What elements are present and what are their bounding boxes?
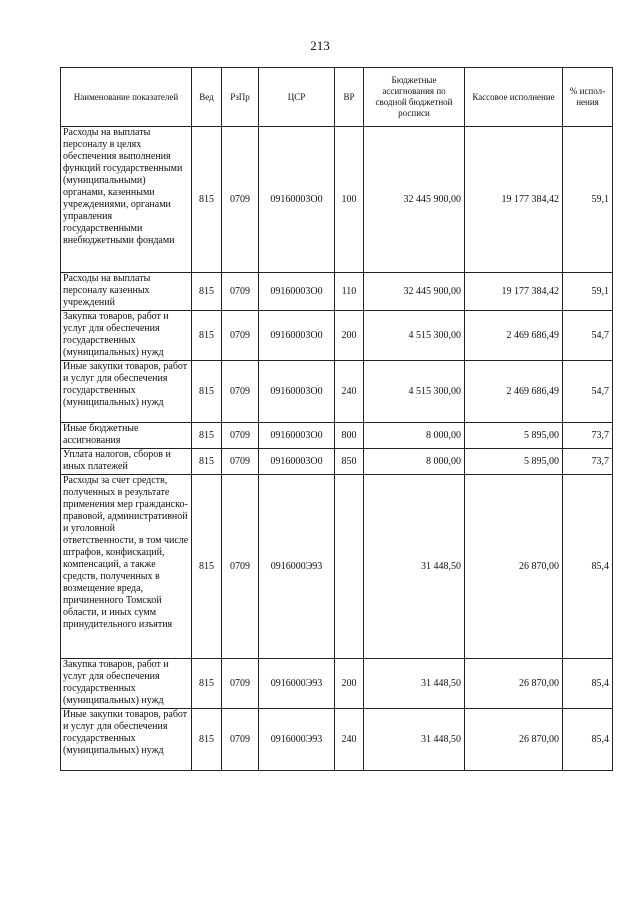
header-percent: % испол-нения xyxy=(563,68,613,127)
row-cash: 19 177 384,42 xyxy=(465,127,563,273)
row-name: Иные бюджетные ассигнования xyxy=(61,423,192,449)
table-header-row xyxy=(61,68,613,127)
budget-table xyxy=(60,67,613,771)
row-ved: 815 xyxy=(192,449,222,475)
row-budget: 8 000,00 xyxy=(364,449,465,475)
row-rzpr: 0709 xyxy=(222,127,259,273)
row-percent: 85,4 xyxy=(563,475,613,659)
row-rzpr: 0709 xyxy=(222,709,259,771)
row-name: Расходы за счет средств, полученных в результате применения мер гражданско-правовой, административной и уголовной ответственности, в том числе штрафов, конфискаций, компенсаций, а также средств, полученных в возмещение вреда, причиненного Томской области, и иных сумм принудительного изъятия xyxy=(61,475,192,659)
row-ved: 815 xyxy=(192,423,222,449)
row-name: Иные закупки товаров, работ и услуг для обеспечения государственных (муниципальных) нужд xyxy=(61,709,192,771)
row-csr: 0916000Э93 xyxy=(259,659,335,709)
row-rzpr: 0709 xyxy=(222,659,259,709)
row-percent: 73,7 xyxy=(563,449,613,475)
row-rzpr: 0709 xyxy=(222,423,259,449)
row-percent: 85,4 xyxy=(563,709,613,771)
row-percent: 59,1 xyxy=(563,273,613,311)
table-row xyxy=(61,311,613,361)
row-percent: 54,7 xyxy=(563,361,613,423)
row-csr: 09160003О0 xyxy=(259,127,335,273)
header-rzpr: РзПр xyxy=(222,68,259,127)
row-ved: 815 xyxy=(192,311,222,361)
row-cash: 5 895,00 xyxy=(465,449,563,475)
row-percent: 73,7 xyxy=(563,423,613,449)
row-cash: 2 469 686,49 xyxy=(465,361,563,423)
row-name: Закупка товаров, работ и услуг для обеспечения государственных (муниципальных) нужд xyxy=(61,659,192,709)
row-name: Закупка товаров, работ и услуг для обеспечения государственных (муниципальных) нужд xyxy=(61,311,192,361)
table-row xyxy=(61,659,613,709)
header-budget: Бюджетные ассигнования по сводной бюджетной росписи xyxy=(364,68,465,127)
row-cash: 26 870,00 xyxy=(465,659,563,709)
table-row xyxy=(61,709,613,771)
row-vr: 200 xyxy=(335,659,364,709)
table-row xyxy=(61,273,613,311)
row-csr: 0916000Э93 xyxy=(259,475,335,659)
row-percent: 59,1 xyxy=(563,127,613,273)
header-ved: Вед xyxy=(192,68,222,127)
row-budget: 4 515 300,00 xyxy=(364,361,465,423)
row-ved: 815 xyxy=(192,709,222,771)
page-number: 213 xyxy=(310,38,330,53)
header-vr: ВР xyxy=(335,68,364,127)
row-percent: 54,7 xyxy=(563,311,613,361)
row-csr: 09160003О0 xyxy=(259,423,335,449)
row-rzpr: 0709 xyxy=(222,311,259,361)
table-row xyxy=(61,361,613,423)
table-row xyxy=(61,449,613,475)
row-rzpr: 0709 xyxy=(222,475,259,659)
row-rzpr: 0709 xyxy=(222,273,259,311)
row-vr: 110 xyxy=(335,273,364,311)
row-rzpr: 0709 xyxy=(222,361,259,423)
table-row xyxy=(61,475,613,659)
row-percent: 85,4 xyxy=(563,659,613,709)
header-cash: Кассовое исполнение xyxy=(465,68,563,127)
row-name: Расходы на выплаты персоналу казенных учреждений xyxy=(61,273,192,311)
row-vr: 200 xyxy=(335,311,364,361)
header-name: Наименование показателей xyxy=(61,68,192,127)
row-rzpr: 0709 xyxy=(222,449,259,475)
row-cash: 26 870,00 xyxy=(465,475,563,659)
row-csr: 09160003О0 xyxy=(259,311,335,361)
row-budget: 31 448,50 xyxy=(364,475,465,659)
row-cash: 5 895,00 xyxy=(465,423,563,449)
row-ved: 815 xyxy=(192,475,222,659)
row-ved: 815 xyxy=(192,361,222,423)
row-vr: 240 xyxy=(335,709,364,771)
row-vr: 100 xyxy=(335,127,364,273)
row-csr: 0916000Э93 xyxy=(259,709,335,771)
row-ved: 815 xyxy=(192,659,222,709)
row-cash: 26 870,00 xyxy=(465,709,563,771)
row-budget: 32 445 900,00 xyxy=(364,127,465,273)
row-budget: 4 515 300,00 xyxy=(364,311,465,361)
row-vr: 240 xyxy=(335,361,364,423)
row-ved: 815 xyxy=(192,127,222,273)
row-cash: 2 469 686,49 xyxy=(465,311,563,361)
row-budget: 31 448,50 xyxy=(364,659,465,709)
row-name: Иные закупки товаров, работ и услуг для обеспечения государственных (муниципальных) нужд xyxy=(61,361,192,423)
header-csr: ЦСР xyxy=(259,68,335,127)
row-budget: 8 000,00 xyxy=(364,423,465,449)
table-row xyxy=(61,127,613,273)
row-budget: 32 445 900,00 xyxy=(364,273,465,311)
row-csr: 09160003О0 xyxy=(259,449,335,475)
row-ved: 815 xyxy=(192,273,222,311)
row-name: Уплата налогов, сборов и иных платежей xyxy=(61,449,192,475)
row-vr xyxy=(335,475,364,659)
row-csr: 09160003О0 xyxy=(259,361,335,423)
row-vr: 800 xyxy=(335,423,364,449)
row-csr: 09160003О0 xyxy=(259,273,335,311)
row-cash: 19 177 384,42 xyxy=(465,273,563,311)
row-vr: 850 xyxy=(335,449,364,475)
row-name: Расходы на выплаты персоналу в целях обеспечения выполнения функций государственными (муниципальными) органами, казенными учреждениями, органами управления государственными внебюджетными фондами xyxy=(61,127,192,273)
row-budget: 31 448,50 xyxy=(364,709,465,771)
table-row xyxy=(61,423,613,449)
